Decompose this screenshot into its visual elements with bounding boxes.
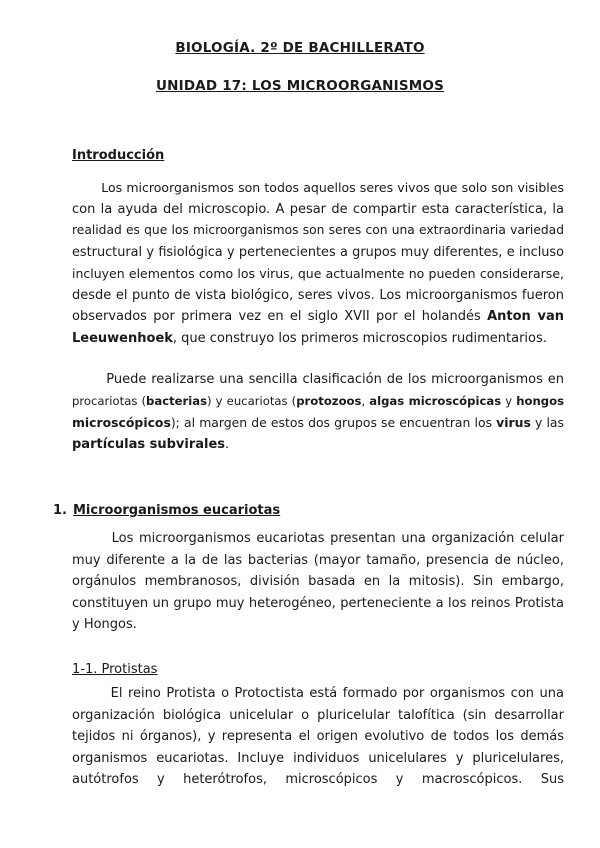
p2-line-1-text: Puede realizarse una sencilla clasificación de los microorganismos en xyxy=(106,372,564,387)
intro-paragraph-2 xyxy=(72,369,564,455)
p3-line-5: y Hongos. xyxy=(72,617,137,632)
section-1-number: 1. xyxy=(53,503,67,518)
intro-paragraph-1 xyxy=(72,177,564,349)
anton-van-bold: Anton van xyxy=(487,309,564,324)
p1-line-1-text: Los microorganismos son todos aquellos seres vivos que solo son visibles xyxy=(101,180,564,195)
p4-line-5: autótrofos y heterótrofos, microscópicos y macroscópicos. Sus xyxy=(72,772,564,787)
p3-line-2: muy diferente a la de las bacterias (mayor tamaño, presencia de núcleo, xyxy=(72,552,564,568)
p2-text-d: y xyxy=(501,393,517,408)
p1-line-1 xyxy=(72,177,564,199)
p2-line-3 xyxy=(72,412,564,434)
p1-line-4: estructural y fisiológica y pertenecientes a grupos muy diferentes, e incluso xyxy=(72,244,564,260)
p1-tail: , que construyo los primeros microscopios rudimentarios. xyxy=(172,330,547,346)
particulas-bold: partículas subvirales xyxy=(72,436,226,452)
p1-line-7 xyxy=(72,306,564,328)
p2-text-a: procariotas ( xyxy=(72,393,147,408)
p4-line-4: organismos eucariotas. Incluye individuos unicelulares y pluricelulares, xyxy=(72,750,564,766)
p2-text-e: ); al margen de estos dos grupos se encuentran los xyxy=(170,415,497,430)
p2-text-b: ) y eucariotas ( xyxy=(207,393,297,408)
algas-bold: algas microscópicas xyxy=(369,393,502,408)
protozoos-bold: protozoos xyxy=(296,393,362,408)
virus-bold: virus xyxy=(496,415,531,430)
p4-line-2: organización biológica unicelular o pluricelular talofítica (sin desarrollar xyxy=(72,707,564,723)
p3-line-3: orgánulos membranosos, división basada en la mitosis). Sin embargo, xyxy=(72,574,564,589)
p1-line-7-text: observados por primera vez en el siglo XVII por el holandés xyxy=(72,309,481,324)
subsection-protistas-heading: 1-1. Protistas xyxy=(72,662,158,677)
protistas-paragraph xyxy=(72,683,564,791)
bacterias-bold: bacterias xyxy=(146,393,208,408)
p1-line-8 xyxy=(72,328,564,350)
p3-line-1 xyxy=(72,528,564,550)
microscopicos-bold: microscópicos xyxy=(72,415,171,430)
section-1-heading xyxy=(53,503,280,518)
p2-end: . xyxy=(225,436,230,452)
p2-text-f: y las xyxy=(530,415,564,430)
p2-text-c: , xyxy=(361,393,370,408)
p2-line-2 xyxy=(72,391,564,413)
leeuwenhoek-bold: Leeuwenhoek xyxy=(72,330,173,346)
document-title: BIOLOGÍA. 2º DE BACHILLERATO xyxy=(175,40,425,56)
p1-line-3: realidad es que los microorganismos son seres con una extraordinaria variedad xyxy=(72,223,564,237)
unit-title: UNIDAD 17: LOS MICROORGANISMOS xyxy=(155,78,445,94)
section-1-paragraph xyxy=(72,528,564,636)
hongos-bold: hongos xyxy=(516,393,565,408)
p1-line-2: con la ayuda del microscopio. A pesar de compartir esta característica, la xyxy=(72,201,564,217)
section-1-title: Microorganismos eucariotas xyxy=(73,503,281,518)
p3-line-1-text: Los microorganismos eucariotas presentan una organización celular xyxy=(111,531,564,546)
p2-line-1 xyxy=(72,369,564,391)
p2-line-4 xyxy=(72,434,564,456)
p4-line-1-text: El reino Protista o Protoctista está formado por organismos con una xyxy=(110,686,564,701)
p1-line-6: desde el punto de vista biológico, seres vivos. Los microorganismos fueron xyxy=(72,287,564,303)
p4-line-3: tejidos ni órganos), y representa el origen evolutivo de todos los demás xyxy=(72,729,564,744)
p4-line-1 xyxy=(72,683,564,705)
p1-line-5: incluyen elementos como los virus, que actualmente no pueden considerarse, xyxy=(72,266,564,281)
p3-line-4: constituyen un grupo muy heterogéneo, perteneciente a los reinos Protista xyxy=(72,595,564,611)
intro-heading: Introducción xyxy=(72,148,165,163)
